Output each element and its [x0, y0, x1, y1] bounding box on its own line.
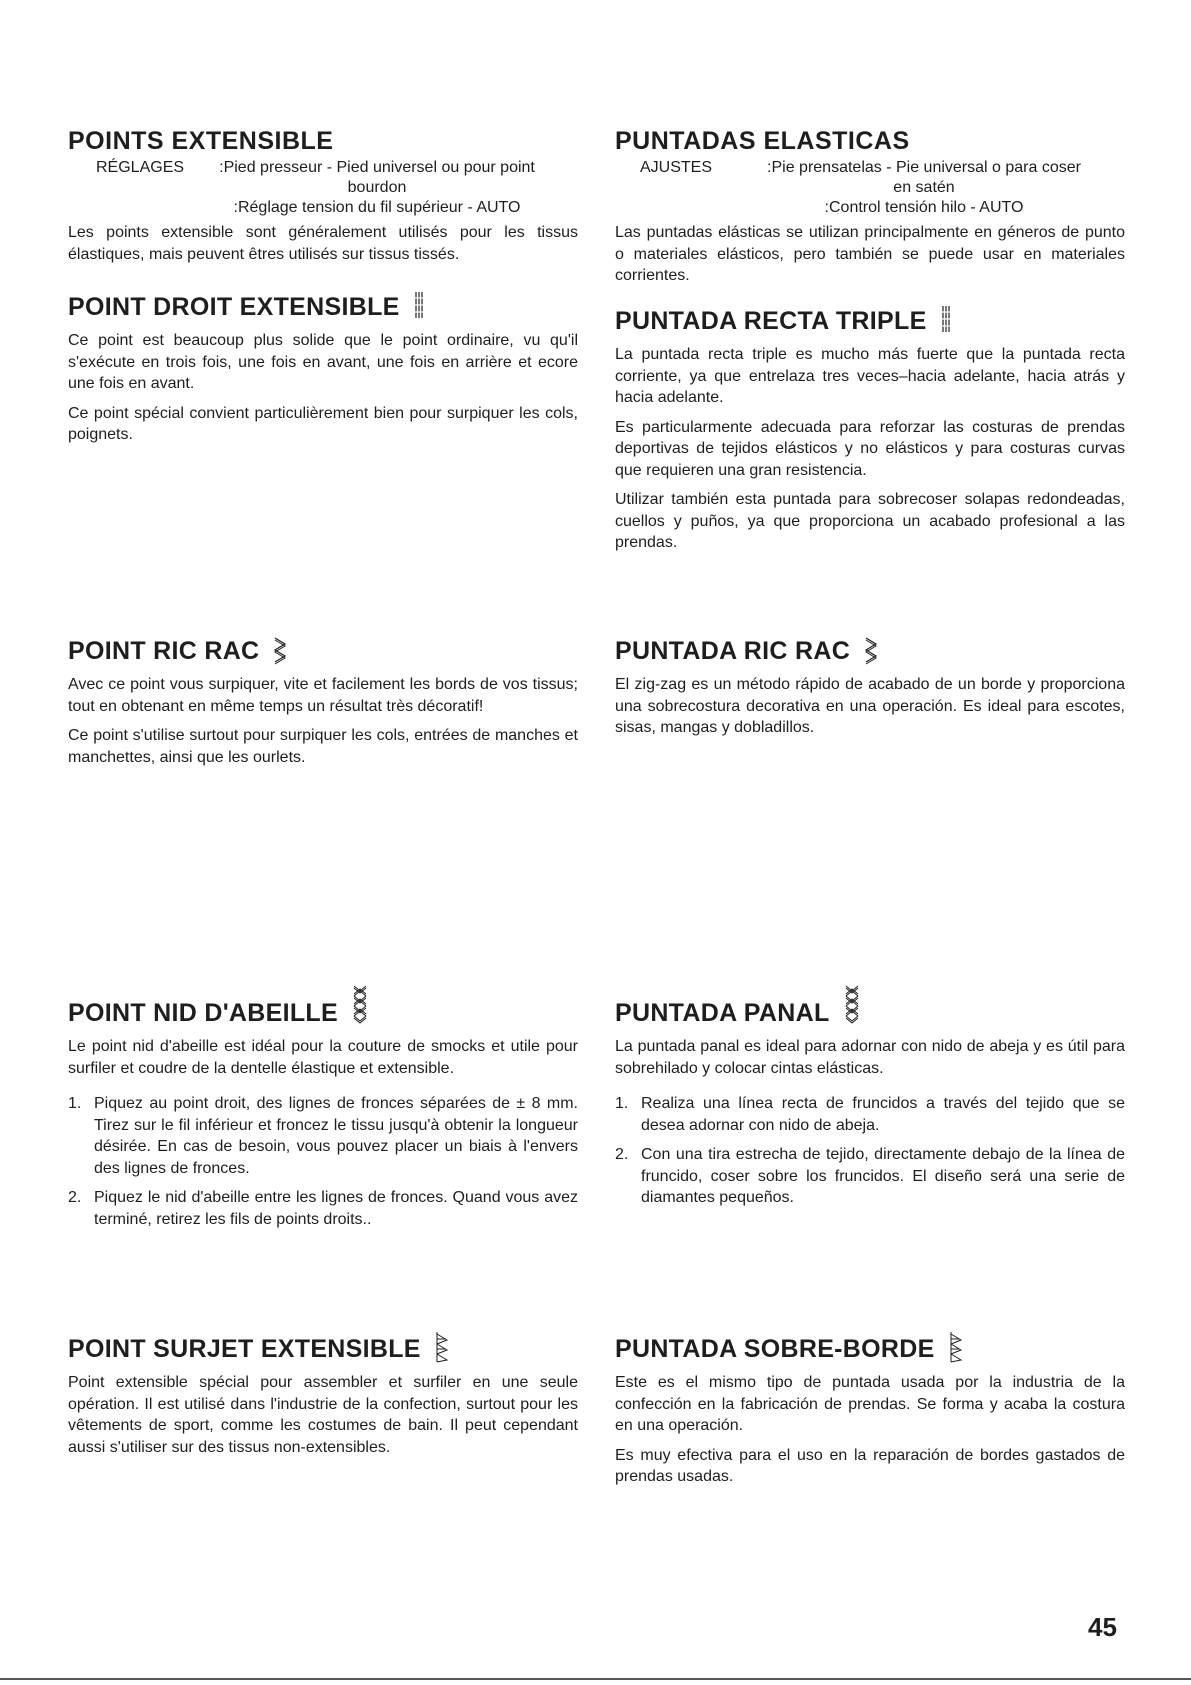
fr-settings-label: RÉGLAGES — [96, 159, 185, 176]
triple-straight-stitch-icon — [414, 292, 424, 322]
es-ricrac-p1: El zig-zag es un método rápido de acabado de un borde y proporciona una sobrecostura decorativa en una operación. Es ideal para escotes, sisas, mangas y dobladillos. — [615, 676, 1125, 736]
es-overlock-title — [615, 1330, 1125, 1364]
es-straight-section — [615, 306, 1125, 562]
fr-settings-presser: :Pied presseur - Pied universel ou pour point — [219, 159, 535, 176]
es-settings-presser: :Pie prensatelas - Pie universal o para coser — [767, 159, 1081, 176]
list-item: 2. Piquez le nid d'abeille entre les lignes de fronces. Quand vous avez terminé, retirez les fils de points droits.. — [68, 1189, 578, 1228]
page-number: 45 — [1088, 1612, 1117, 1642]
fr-overlock-p1: Point extensible spécial pour assembler et surfiler en une seule opération. Il est utilisé dans l'industrie de la confection, surtout pour les vêtements de sport, comme les costumes de bain. Il peut cependant aussi s'utiliser sur des tissus non-extensibles. — [68, 1374, 578, 1456]
fr-ricrac-title — [68, 634, 578, 666]
es-honeycomb-section — [615, 984, 1125, 1217]
triple-straight-stitch-icon — [941, 306, 951, 336]
fr-main-title: POINTS EXTENSIBLE — [68, 127, 334, 155]
fr-settings-tension: :Réglage tension du fil supérieur - AUTO — [233, 199, 521, 216]
fr-settings-presser-cont: bourdon — [347, 179, 407, 196]
es-honeycomb-title-text: PUNTADA PANAL — [615, 999, 830, 1027]
list-item: 1. Piquez au point droit, des lignes de fronces séparées de ± 8 mm. Tirez sur le fil inférieur et froncez le tissu jusqu'à obtenir la longueur désirée. En cas de besoin, vous pouvez placer un biais à l'envers des lignes de fronces. — [68, 1095, 578, 1177]
es-ricrac-title — [615, 634, 1125, 666]
fr-ricrac-p2: Ce point s'utilise surtout pour surpiquer les cols, entrées de manches et manchettes, ainsi que les ourlets. — [68, 727, 578, 766]
es-settings-tension: :Control tensión hilo - AUTO — [824, 199, 1024, 216]
honeycomb-stitch-icon — [844, 984, 860, 1026]
es-straight-p1: La puntada recta triple es mucho más fuerte que la puntada recta corriente, ya que entrelaza tres veces–hacia adelante, hacia atrás y hacia adelante. — [615, 346, 1125, 406]
fr-straight-title — [68, 292, 578, 322]
fr-straight-p1: Ce point est beaucoup plus solide que le point ordinaire, vu qu'il s'exécute en trois fois, une fois en avant, une fois en arrière et ecore une fois en avant. — [68, 332, 578, 392]
fr-straight-section — [68, 292, 578, 454]
es-straight-p3: Utilizar también esta puntada para sobrecoser solapas redondeadas, cuellos y puños, ya que proporciona un acabado profesional a las prendas. — [615, 491, 1125, 551]
fr-settings — [68, 158, 578, 218]
es-honeycomb-title — [615, 984, 1125, 1028]
es-settings-presser-cont: en satén — [893, 179, 955, 196]
list-item: 2. Con una tira estrecha de tejido, directamente debajo de la línea de fruncido, coser sobre los fruncidos. El diseño será una serie de diamantes pequeños. — [615, 1146, 1125, 1206]
ric-rac-stitch-icon — [273, 634, 287, 666]
bottom-rule — [0, 1678, 1191, 1680]
es-straight-title-text: PUNTADA RECTA TRIPLE — [615, 307, 927, 335]
fr-overlock-section — [68, 1330, 578, 1466]
fr-straight-title-text: POINT DROIT EXTENSIBLE — [68, 293, 400, 321]
es-overlock-p2: Es muy efectiva para el uso en la reparación de bordes gastados de prendas usadas. — [615, 1446, 1125, 1485]
overlock-stitch-icon — [435, 1330, 449, 1364]
es-intro-text: Las puntadas elásticas se utilizan principalmente en géneros de punto o materiales elásticos, pero también se puede usar en materiales corrientes. — [615, 224, 1125, 284]
honeycomb-stitch-icon — [352, 984, 368, 1026]
fr-honeycomb-section — [68, 984, 578, 1238]
es-intro-section — [615, 126, 1125, 295]
overlock-stitch-icon — [949, 1330, 963, 1364]
es-overlock-p1: Este es el mismo tipo de puntada usada por la industria de la confección en la fabricación de prendas. Se forma y acaba la costura en una operación. — [615, 1374, 1125, 1434]
fr-overlock-title-text: POINT SURJET EXTENSIBLE — [68, 1335, 421, 1363]
list-item: 1. Realiza una línea recta de fruncidos a través del tejido que se desea adornar con nido de abeja. — [615, 1095, 1125, 1134]
es-overlock-title-text: PUNTADA SOBRE-BORDE — [615, 1335, 935, 1363]
fr-honeycomb-title-text: POINT NID D'ABEILLE — [68, 999, 338, 1027]
es-settings-label: AJUSTES — [640, 159, 713, 176]
ric-rac-stitch-icon — [864, 634, 878, 666]
fr-ricrac-p1: Avec ce point vous surpiquer, vite et facilement les bords de vos tissus; tout en obtenant en même temps un résultat très décoratif! — [68, 676, 578, 715]
fr-straight-p2: Ce point spécial convient particulièrement bien pour surpiquer les cols, poignets. — [68, 404, 578, 443]
fr-honeycomb-title — [68, 984, 578, 1028]
fr-honeycomb-p1: Le point nid d'abeille est idéal pour la couture de smocks et utile pour surfiler et coudre de la dentelle élastique et extensible. — [68, 1038, 578, 1077]
fr-honeycomb-steps — [68, 1093, 578, 1230]
fr-ricrac-section — [68, 634, 578, 776]
es-straight-title — [615, 306, 1125, 336]
fr-overlock-title — [68, 1330, 578, 1364]
es-ricrac-title-text: PUNTADA RIC RAC — [615, 637, 851, 665]
es-overlock-section — [615, 1330, 1125, 1496]
es-settings — [615, 158, 1125, 218]
es-straight-p2: Es particularmente adecuada para reforzar las costuras de prendas deportivas de tejidos elásticos y no elásticos y para costuras curvas que requieren una gran resistencia. — [615, 418, 1125, 479]
es-ricrac-section — [615, 634, 1125, 747]
es-main-title: PUNTADAS ELASTICAS — [615, 127, 910, 155]
fr-ricrac-title-text: POINT RIC RAC — [68, 637, 260, 665]
fr-intro-text: Les points extensible sont généralement utilisés pour les tissus élastiques, mais peuvent êtres utilisés sur tissus tissés. — [68, 224, 578, 263]
fr-intro-section — [68, 126, 578, 273]
es-honeycomb-steps — [615, 1093, 1125, 1209]
es-honeycomb-p1: La puntada panal es ideal para adornar con nido de abeja y es útil para sobrehilado y colocar cintas elásticas. — [615, 1038, 1125, 1077]
